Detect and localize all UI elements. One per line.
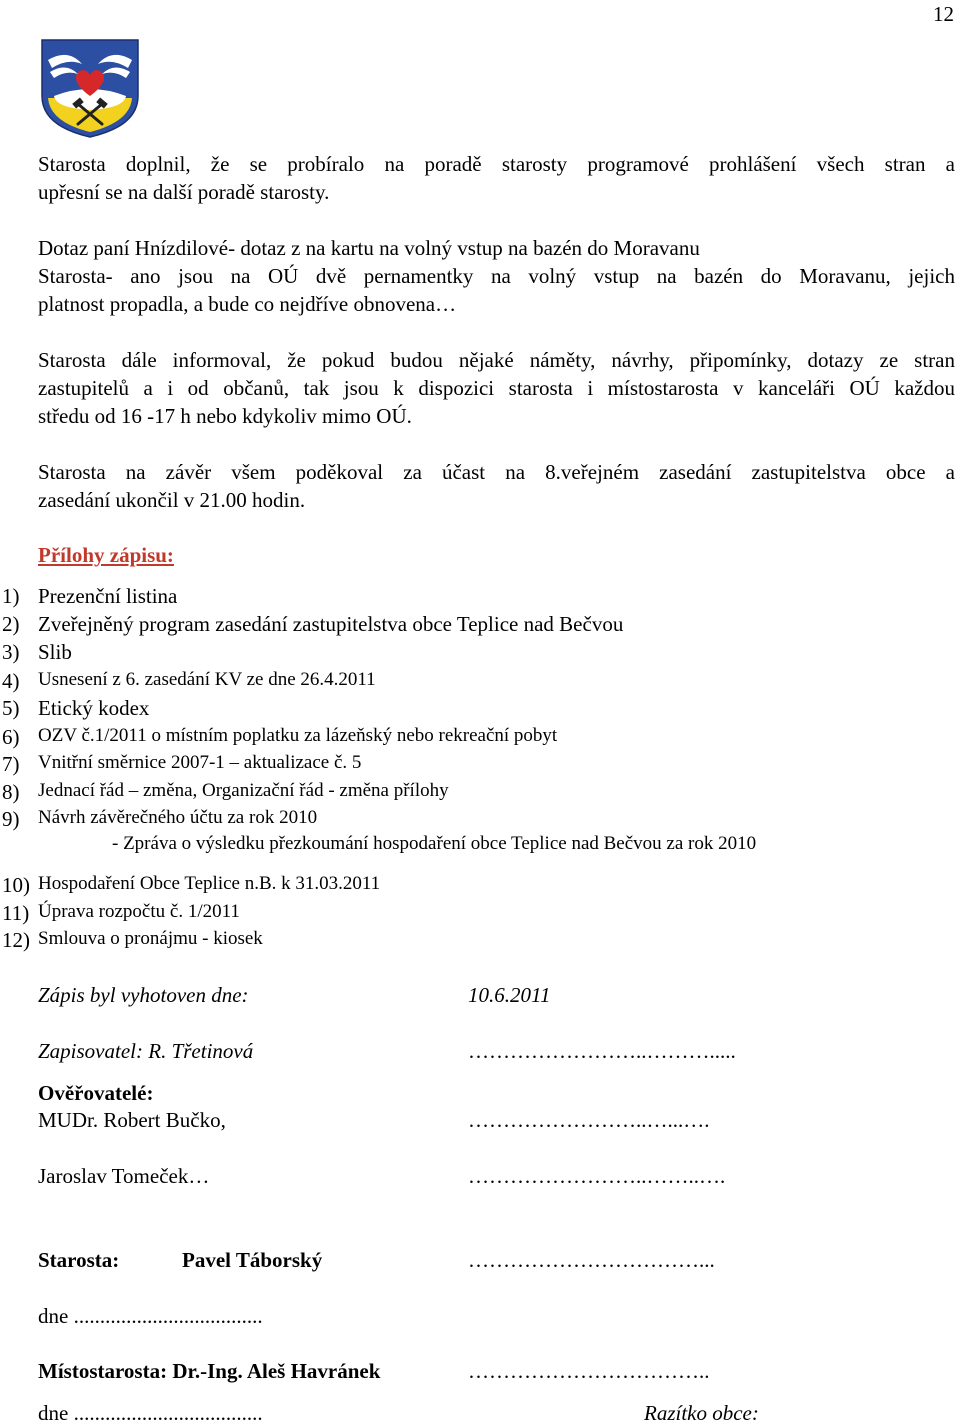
list-number: 11): [2, 901, 30, 925]
list-text: Smlouva o pronájmu - kiosek: [38, 928, 263, 949]
written-on-label: Zápis byl vyhotoven dne:: [38, 983, 249, 1007]
paragraph-pool-question: [38, 234, 955, 318]
paragraph-closing: [38, 458, 955, 514]
list-number: 3): [2, 640, 20, 664]
text-line: Starosta- ano jsou na OÚ dvě pernamentky na volný vstup na bazén do Moravanu, jejich: [38, 264, 955, 288]
verifier-2-name: Jaroslav Tomeček…: [38, 1164, 210, 1188]
verifier-1-name: MUDr. Robert Bučko,: [38, 1108, 226, 1132]
mayor-date-line: dne ....................................: [38, 1304, 263, 1328]
vice-mayor-label: Místostarosta: Dr.-Ing. Aleš Havránek: [38, 1359, 381, 1383]
vice-mayor-signature-line: ……………………………..: [468, 1359, 710, 1383]
list-number: 6): [2, 725, 20, 749]
list-number: 9): [2, 807, 20, 831]
list-text: OZV č.1/2011 o místním poplatku za lázeňský nebo rekreační pobyt: [38, 725, 558, 746]
list-number: 4): [2, 669, 20, 693]
paragraph-discussion: [38, 150, 955, 206]
list-text: Návrh závěrečného účtu za rok 2010: [38, 807, 318, 828]
list-text: Úprava rozpočtu č. 1/2011: [38, 901, 240, 922]
text-line: zasedání ukončil v 21.00 hodin.: [38, 488, 306, 512]
stamp-label: Razítko obce:: [644, 1401, 759, 1425]
recorder-label: Zapisovatel: R. Třetinová: [38, 1039, 254, 1063]
mayor-signature-line: ……………………………...: [468, 1248, 715, 1272]
list-text: Slib: [38, 640, 72, 664]
list-text: Etický kodex: [38, 696, 150, 720]
list-text: - Zpráva o výsledku přezkoumání hospodaření obce Teplice nad Bečvou za rok 2010: [112, 833, 757, 854]
verifier-2-signature-line: ……………………..……..….: [468, 1164, 726, 1188]
text-line: zastupitelů a i od občanů, tak jsou k dispozici starosta i místostarosta v kanceláři OÚ každou: [38, 376, 955, 400]
recorder-signature-line: ……………………..……….....: [468, 1039, 736, 1063]
list-text: Vnitřní směrnice 2007-1 – aktualizace č. 5: [38, 752, 362, 773]
vice-mayor-date-line: dne ....................................: [38, 1401, 263, 1425]
list-text: Jednací řád – změna, Organizační řád - změna přílohy: [38, 780, 449, 801]
list-number: 7): [2, 752, 20, 776]
list-number: 2): [2, 612, 20, 636]
text-line: platnost propadla, a bude co nejdříve obnovena…: [38, 292, 457, 316]
list-number: 10): [2, 873, 30, 897]
list-text: Prezenční listina: [38, 584, 178, 608]
list-text: Hospodaření Obce Teplice n.B. k 31.03.2011: [38, 873, 381, 894]
list-number: 5): [2, 696, 20, 720]
list-number: 8): [2, 780, 20, 804]
text-line: Starosta na závěr všem poděkoval za účast na 8.veřejném zasedání zastupitelstva obce a: [38, 460, 955, 484]
text-line: Starosta dále informoval, že pokud budou nějaké náměty, návrhy, připomínky, dotazy ze stran: [38, 348, 955, 372]
text-line: středu od 16 -17 h nebo kdykoliv mimo OÚ.: [38, 404, 412, 428]
page-number: 12: [933, 2, 954, 26]
attachments-heading: Přílohy zápisu:: [38, 543, 174, 567]
list-text: Zveřejněný program zasedání zastupitelstva obce Teplice nad Bečvou: [38, 612, 624, 636]
written-on-date: 10.6.2011: [468, 983, 551, 1007]
list-number: 1): [2, 584, 20, 608]
mayor-name: Pavel Táborský: [182, 1248, 323, 1272]
verifier-1-signature-line: ……………………..…...….: [468, 1108, 710, 1132]
paragraph-mayor-info: [38, 346, 955, 430]
text-line: Dotaz paní Hnízdilové- dotaz z na kartu na volný vstup na bazén do Moravanu: [38, 236, 700, 260]
text-line: Starosta doplnil, že se probíralo na poradě starosty programové prohlášení všech stran a: [38, 152, 955, 176]
text-line: upřesní se na další poradě starosty.: [38, 180, 330, 204]
list-text: Usnesení z 6. zasedání KV ze dne 26.4.2011: [38, 669, 376, 690]
mayor-label: Starosta:: [38, 1248, 120, 1272]
verifiers-label: Ověřovatelé:: [38, 1081, 154, 1105]
list-number: 12): [2, 928, 30, 952]
coat-of-arms-logo: [40, 38, 140, 138]
